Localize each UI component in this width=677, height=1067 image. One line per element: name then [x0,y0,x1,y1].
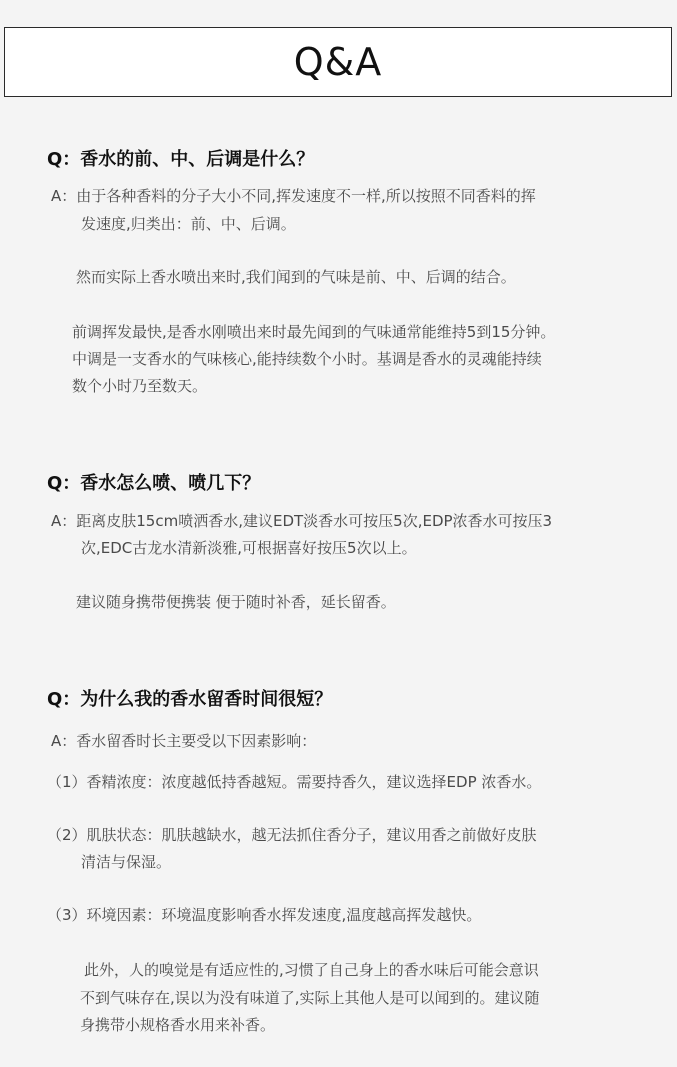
answer-3-line-4: 清洁与保湿。 [81,853,172,871]
page-title: Q&A [293,40,383,84]
answer-2-line-3: 建议随身携带便携装 便于随时补香，延长留香。 [76,593,396,611]
answer-3-line-1: A：香水留香时长主要受以下因素影响： [51,732,317,750]
answer-2-line-2: 次,EDC古龙水清新淡雅,可根据喜好按压5次以上。 [81,539,417,557]
answer-1-line-1: A：由于各种香料的分子大小不同,挥发速度不一样,所以按照不同香料的挥 [51,187,536,205]
answer-3-line-6: 此外，人的嗅觉是有适应性的,习惯了自己身上的香水味后可能会意识 [84,961,539,979]
answer-1-line-6: 数个小时乃至数天。 [72,377,208,395]
answer-1-line-4: 前调挥发最快,是香水刚喷出来时最先闻到的气味通常能维持5到15分钟。 [72,323,556,341]
header-box [4,27,672,97]
answer-3-line-7: 不到气味存在,误以为没有味道了,实际上其他人是可以闻到的。建议随 [80,989,540,1007]
answer-3-line-3: （2）肌肤状态：肌肤越缺水，越无法抓住香分子，建议用香之前做好皮肤 [47,826,537,844]
question-1: Q：香水的前、中、后调是什么？ [47,149,315,170]
answer-1-line-3: 然而实际上香水喷出来时,我们闻到的气味是前、中、后调的结合。 [76,268,516,286]
question-2: Q：香水怎么喷、喷几下？ [47,473,261,494]
question-3: Q：为什么我的香水留香时间很短？ [47,689,333,710]
answer-1-line-2: 发速度,归类出：前、中、后调。 [81,215,296,233]
answer-3-line-2: （1）香精浓度：浓度越低持香越短。需要持香久，建议选择EDP 浓香水。 [47,773,542,791]
answer-3-line-5: （3）环境因素：环境温度影响香水挥发速度,温度越高挥发越快。 [47,906,482,924]
answer-2-line-1: A：距离皮肤15cm喷洒香水,建议EDT淡香水可按压5次,EDP浓香水可按压3 [51,512,553,530]
answer-1-line-5: 中调是一支香水的气味核心,能持续数个小时。基调是香水的灵魂能持续 [72,350,542,368]
answer-3-line-8: 身携带小规格香水用来补香。 [80,1016,276,1034]
